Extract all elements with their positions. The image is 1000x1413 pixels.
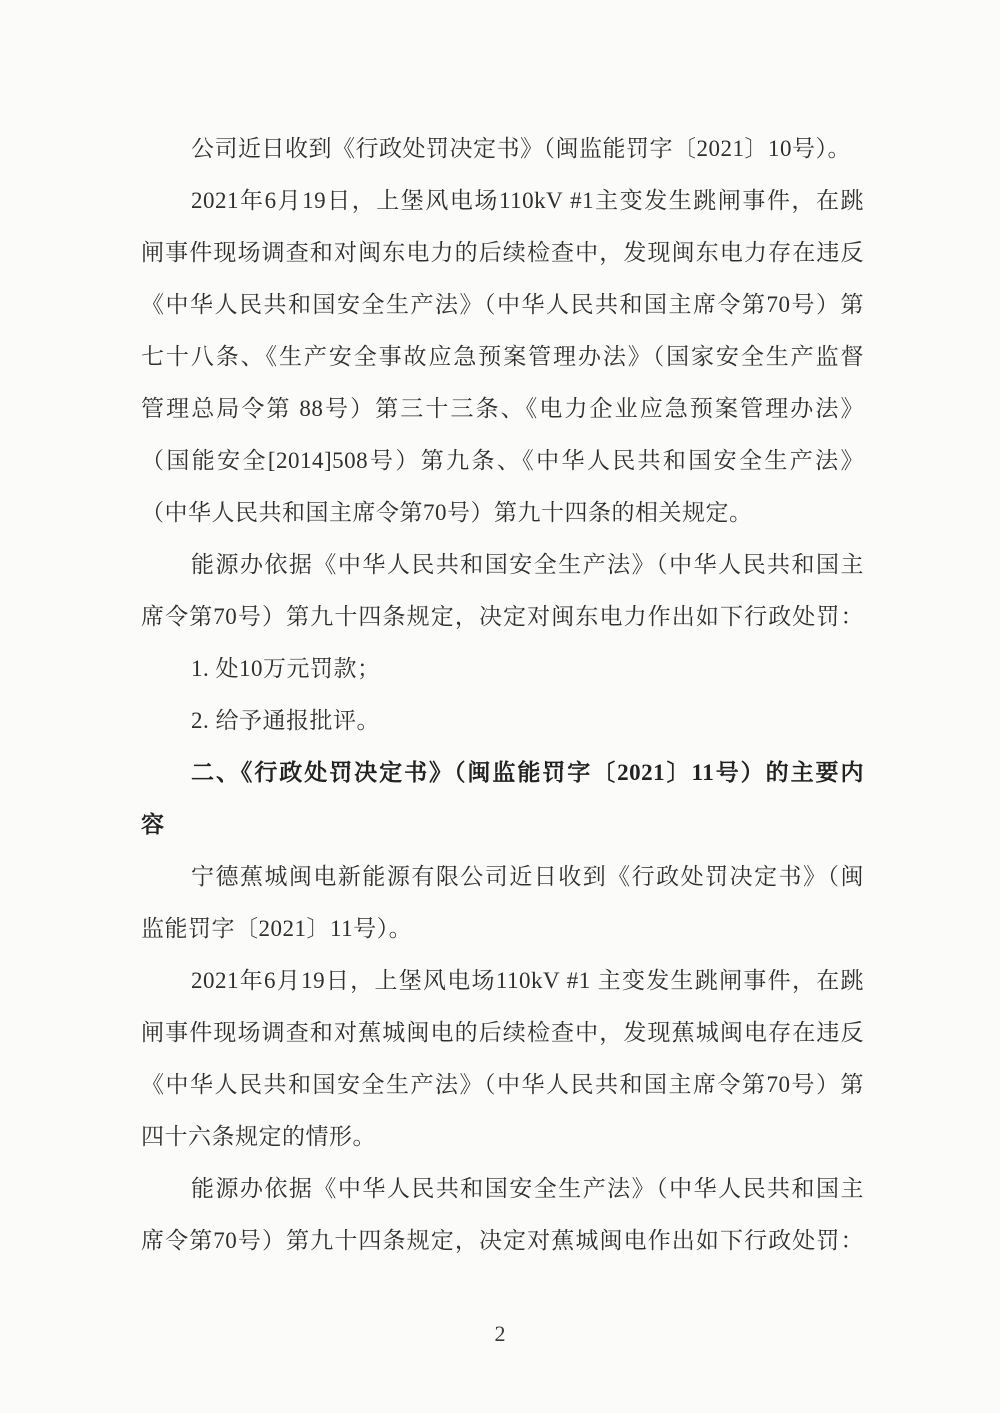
text-line: 2021年6月19日，上堡风电场110kV #1主变发生跳闸事件，在跳 <box>191 188 864 213</box>
text-line: 四十六条规定的情形。 <box>141 1124 376 1149</box>
text-line: 席令第70号）第九十四条规定，决定对闽东电力作出如下行政处罚： <box>141 604 864 629</box>
text-line: 《中华人民共和国安全生产法》（中华人民共和国主席令第70号）第 <box>141 1072 864 1097</box>
page-number: 2 <box>494 1321 506 1346</box>
text-line: 闸事件现场调查和对蕉城闽电的后续检查中，发现蕉城闽电存在违反 <box>141 1020 864 1045</box>
text-line: 能源办依据《中华人民共和国安全生产法》（中华人民共和国主 <box>191 552 864 577</box>
text-line: 公司近日收到《行政处罚决定书》（闽监能罚字〔2021〕10号）。 <box>191 136 851 161</box>
text-line: 宁德蕉城闽电新能源有限公司近日收到《行政处罚决定书》（闽 <box>191 864 864 889</box>
text-line: 闸事件现场调查和对闽东电力的后续检查中，发现闽东电力存在违反 <box>141 240 864 265</box>
text-line: （中华人民共和国主席令第70号）第九十四条的相关规定。 <box>141 500 753 525</box>
text-line: 席令第70号）第九十四条规定，决定对蕉城闽电作出如下行政处罚： <box>141 1228 864 1253</box>
text-line: 管理总局令第 88号）第三十三条、《电力企业应急预案管理办法》 <box>141 396 864 421</box>
penalty-item-2: 2. 给予通报批评。 <box>191 708 380 733</box>
text-line: 能源办依据《中华人民共和国安全生产法》（中华人民共和国主 <box>191 1176 864 1201</box>
text-line: 监能罚字〔2021〕11号）。 <box>141 916 413 941</box>
text-line: （国能安全[2014]508号）第九条、《中华人民共和国安全生产法》 <box>141 448 864 473</box>
text-line: 《中华人民共和国安全生产法》（中华人民共和国主席令第70号）第 <box>141 292 864 317</box>
penalty-item-1: 1. 处10万元罚款； <box>191 656 381 681</box>
text-line: 七十八条、《生产安全事故应急预案管理办法》（国家安全生产监督 <box>141 344 864 369</box>
text-line: 2021年6月19日，上堡风电场110kV #1 主变发生跳闸事件，在跳 <box>191 968 864 993</box>
section-heading-line: 二、《行政处罚决定书》（闽监能罚字〔2021〕11号）的主要内 <box>191 760 864 785</box>
section-heading-line: 容 <box>141 812 165 837</box>
document-text-block <box>141 123 864 1267</box>
